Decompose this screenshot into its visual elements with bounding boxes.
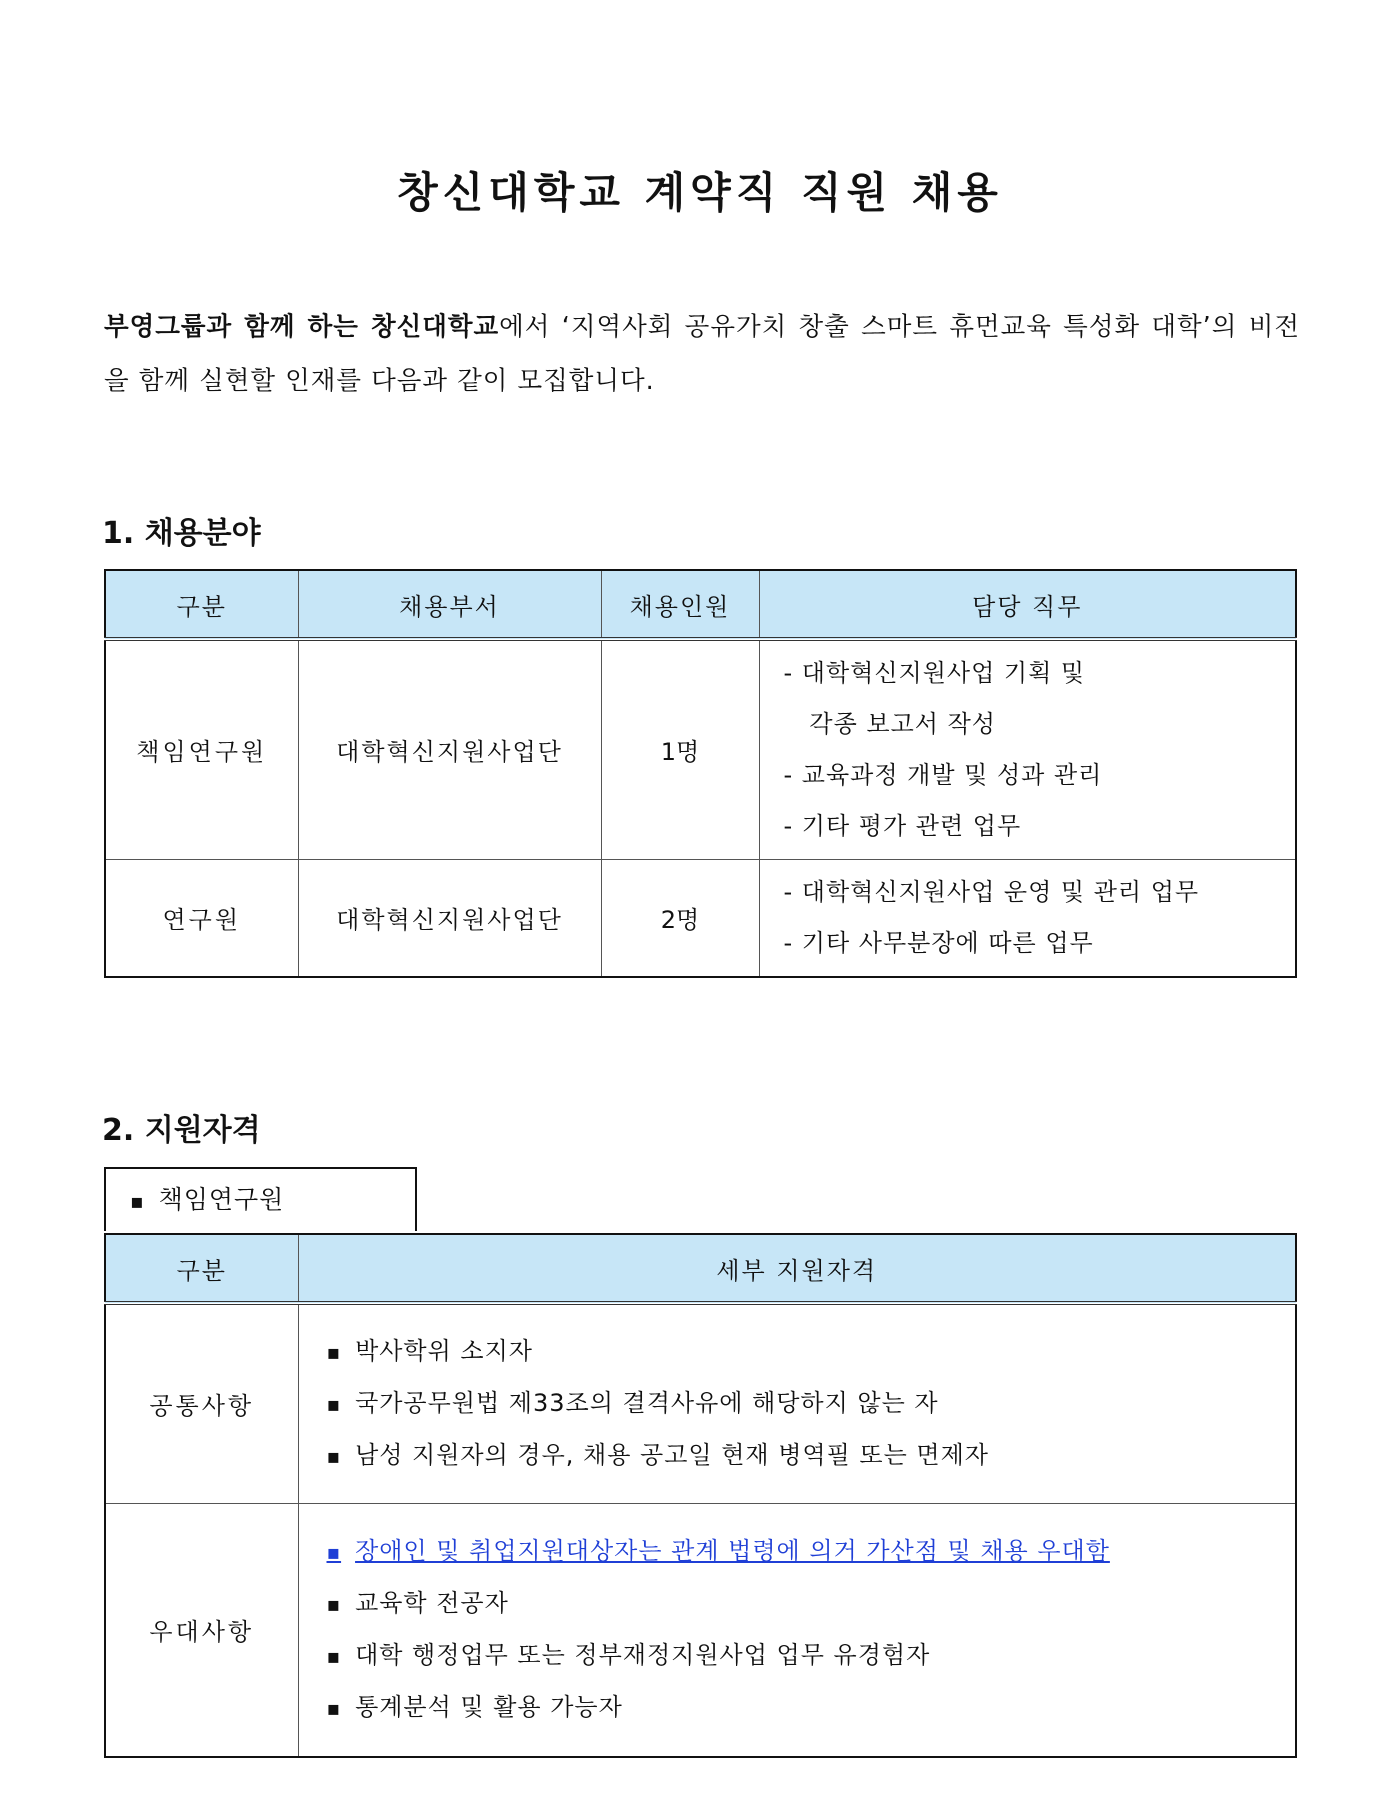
detail-item: ▪ 박사학위 소지자 xyxy=(327,1326,1296,1378)
qualifications-table xyxy=(104,1233,1297,1758)
row-duties xyxy=(759,859,1296,977)
table-row xyxy=(105,639,1296,859)
detail-item: ▪ 통계분석 및 활용 가능자 xyxy=(327,1682,1296,1734)
header-department: 채용부서 xyxy=(298,570,601,639)
intro-text: 에서 ‘지역사회 공유가치 창출 스마트 휴먼교육 특성화 대학’의 비전을 함께 실현할 인재를 다음과 같이 모집합니다. xyxy=(104,312,1300,396)
detail-item: ▪ 대학 행정업무 또는 정부재정지원사업 업무 유경험자 xyxy=(327,1630,1296,1682)
sub-label: ▪ 책임연구원 xyxy=(130,1169,415,1232)
header-category: 구분 xyxy=(105,1234,298,1303)
page-title: 창신대학교 계약직 직원 채용 xyxy=(397,168,1003,217)
detail-item: ▪ 국가공무원법 제33조의 결격사유에 해당하지 않는 자 xyxy=(327,1378,1296,1430)
duty-line: 각종 보고서 작성 xyxy=(783,709,996,738)
table-row xyxy=(105,1303,1296,1503)
row-category: 연구원 xyxy=(105,859,298,977)
row-count: 1명 xyxy=(601,639,759,859)
section-heading-hiring-field: 1. 채용분야 xyxy=(102,516,261,551)
sub-label-box xyxy=(104,1167,417,1231)
duty-line: - 기타 사무분장에 따른 업무 xyxy=(783,928,1094,957)
header-category: 구분 xyxy=(105,570,298,639)
row-category: 책임연구원 xyxy=(105,639,298,859)
row-category: 우대사항 xyxy=(105,1503,298,1757)
table-row xyxy=(105,859,1296,977)
duty-line: - 대학혁신지원사업 운영 및 관리 업무 xyxy=(783,877,1200,906)
hiring-field-table xyxy=(104,569,1297,978)
row-category: 공통사항 xyxy=(105,1303,298,1503)
intro-bold: 부영그룹과 함께 하는 창신대학교 xyxy=(104,312,500,342)
header-count: 채용인원 xyxy=(601,570,759,639)
row-duties xyxy=(759,639,1296,859)
duty-line: - 교육과정 개발 및 성과 관리 xyxy=(783,760,1103,789)
row-department: 대학혁신지원사업단 xyxy=(298,859,601,977)
header-duty: 담당 직무 xyxy=(759,570,1296,639)
row-details xyxy=(298,1503,1296,1757)
header-detail: 세부 지원자격 xyxy=(298,1234,1296,1303)
row-count: 2명 xyxy=(601,859,759,977)
detail-item: ▪ 교육학 전공자 xyxy=(327,1578,1296,1630)
intro-paragraph xyxy=(104,300,1300,408)
preference-link[interactable]: ▪ 장애인 및 취업지원대상자는 관계 법령에 의거 가산점 및 채용 우대함 xyxy=(327,1526,1296,1578)
row-details xyxy=(298,1303,1296,1503)
table-row xyxy=(105,1503,1296,1757)
duty-line: - 대학혁신지원사업 기획 및 xyxy=(783,658,1086,687)
duty-line: - 기타 평가 관련 업무 xyxy=(783,811,1022,840)
detail-item: ▪ 남성 지원자의 경우, 채용 공고일 현재 병역필 또는 면제자 xyxy=(327,1430,1296,1482)
row-department: 대학혁신지원사업단 xyxy=(298,639,601,859)
section-heading-qualifications: 2. 지원자격 xyxy=(102,1113,261,1148)
